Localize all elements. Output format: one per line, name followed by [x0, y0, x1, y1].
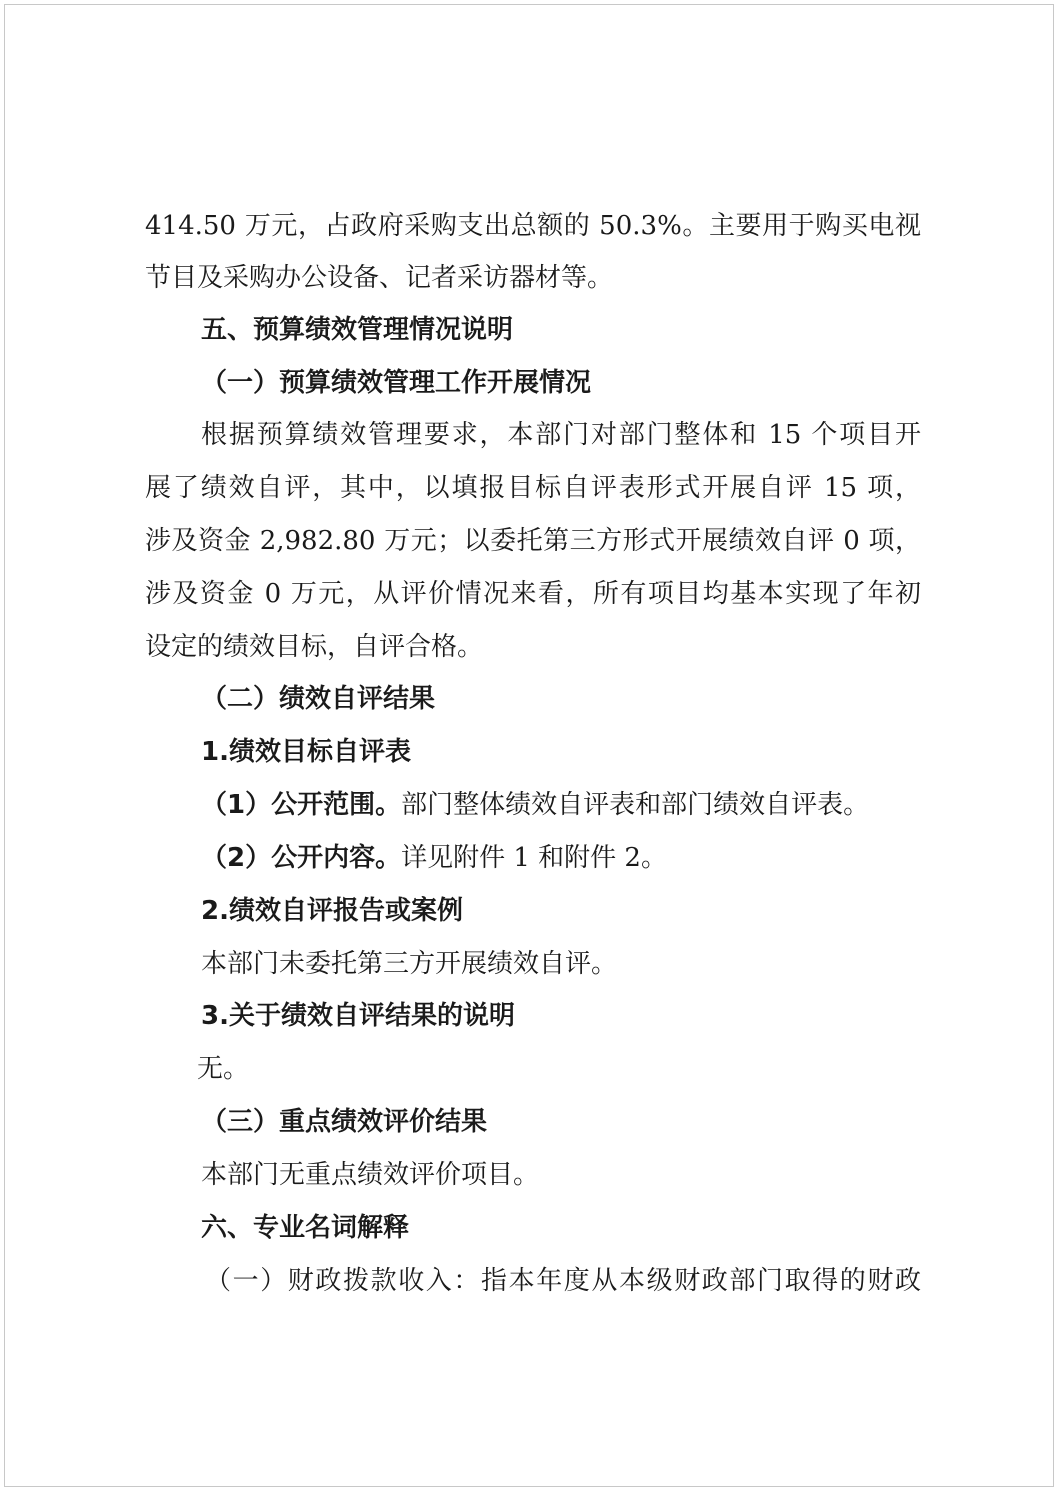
paragraph-line: 无。 [197, 1054, 250, 1084]
document-page [4, 4, 1054, 1487]
paragraph-line: 涉及资金 0 万元，从评价情况来看，所有项目均基本实现了年初 [145, 579, 921, 609]
item-text: 部门整体绩效自评表和部门绩效自评表。 [401, 790, 870, 820]
item-label: （2）公开内容。 [201, 843, 402, 873]
subsection-heading: （三）重点绩效评价结果 [201, 1107, 488, 1137]
paragraph-line [201, 842, 667, 874]
paragraph-line: 414.50 万元，占政府采购支出总额的 50.3%。主要用于购买电视 [145, 211, 921, 241]
item-heading: 3.关于绩效自评结果的说明 [201, 1001, 515, 1031]
paragraph-line: 本部门无重点绩效评价项目。 [201, 1160, 540, 1190]
document-body [5, 5, 1053, 1486]
paragraph-line: 展了绩效自评，其中，以填报目标自评表形式开展自评 15 项， [145, 473, 921, 503]
paragraph-line: 本部门未委托第三方开展绩效自评。 [201, 949, 618, 979]
subsection-heading: （二）绩效自评结果 [201, 684, 436, 714]
item-label: （1）公开范围。 [201, 790, 402, 820]
item-heading: 1.绩效目标自评表 [201, 737, 411, 767]
paragraph-line: 涉及资金 2,982.80 万元；以委托第三方形式开展绩效自评 0 项， [145, 526, 921, 556]
paragraph-line: 根据预算绩效管理要求，本部门对部门整体和 15 个项目开 [201, 420, 921, 450]
paragraph-line [201, 789, 869, 821]
paragraph-line: （一）财政拨款收入：指本年度从本级财政部门取得的财政 [205, 1266, 921, 1296]
section-heading: 五、预算绩效管理情况说明 [201, 315, 514, 345]
item-text: 详见附件 1 和附件 2。 [401, 843, 667, 873]
paragraph-line: 设定的绩效目标，自评合格。 [145, 632, 484, 662]
paragraph-line: 节目及采购办公设备、记者采访器材等。 [145, 263, 614, 293]
subsection-heading: （一）预算绩效管理工作开展情况 [201, 368, 592, 398]
section-heading: 六、专业名词解释 [201, 1213, 410, 1243]
item-heading: 2.绩效自评报告或案例 [201, 896, 463, 926]
